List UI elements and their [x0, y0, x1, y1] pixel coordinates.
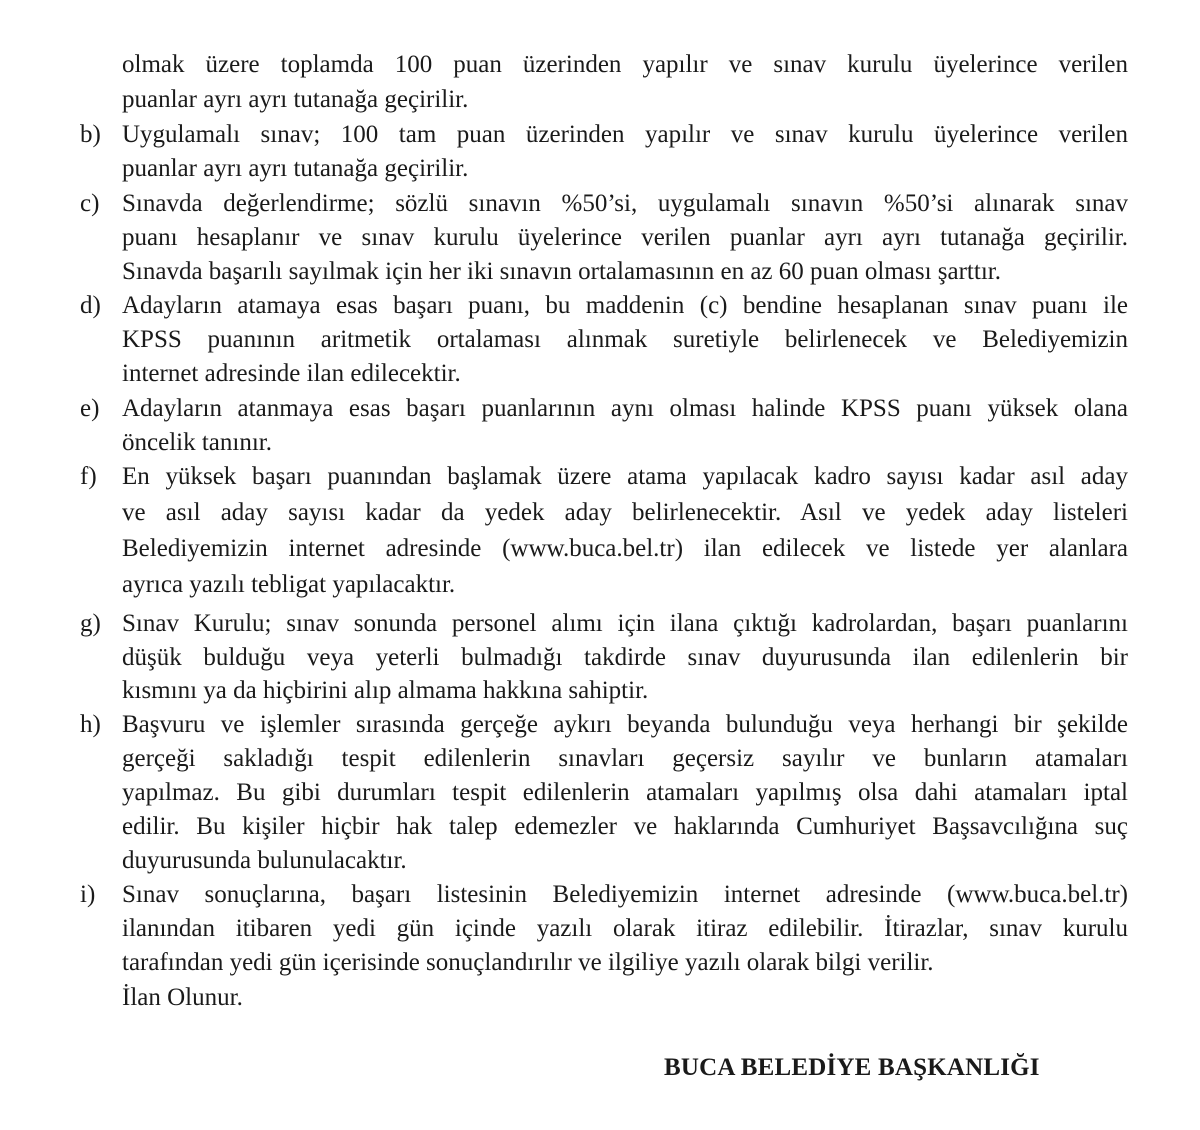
list-item-marker: c) [80, 190, 100, 217]
text-line: düşük bulduğu veya yeterli bulmadığı takdirde sınav duyurusunda ilan edilenlerin bir [122, 644, 1128, 671]
signature-authority: BUCA BELEDİYE BAŞKANLIĞI [664, 1054, 1040, 1081]
text-line: ayrıca yazılı tebligat yapılacaktır. [122, 571, 456, 598]
text-line: kısmını ya da hiçbirini alıp almama hakkına sahiptir. [122, 677, 649, 704]
text-line: İlan Olunur. [122, 984, 243, 1011]
text-line: yapılmaz. Bu gibi durumları tespit edilenlerin atamaları yapılmış olsa dahi atamaları iptal [122, 779, 1128, 806]
text-line: puanlar ayrı ayrı tutanağa geçirilir. [122, 86, 469, 113]
list-item-marker: g) [80, 610, 101, 637]
text-line: puanlar ayrı ayrı tutanağa geçirilir. [122, 155, 469, 182]
list-item-marker: e) [80, 395, 100, 422]
text-line: olmak üzere toplamda 100 puan üzerinden yapılır ve sınav kurulu üyelerince verilen [122, 51, 1128, 78]
text-line: Başvuru ve işlemler sırasında gerçeğe aykırı beyanda bulunduğu veya herhangi bir şekilde [122, 711, 1128, 738]
text-line: gerçeği sakladığı tespit edilenlerin sınavları geçersiz sayılır ve bunların atamaları [122, 745, 1128, 772]
text-line: ve asıl aday sayısı kadar da yedek aday belirlenecektir. Asıl ve yedek aday listeleri [122, 499, 1128, 526]
text-line: edilir. Bu kişiler hiçbir hak talep edemezler ve haklarında Cumhuriyet Başsavcılığına suç [122, 813, 1128, 840]
text-line: KPSS puanının aritmetik ortalaması alınmak suretiyle belirlenecek ve Belediyemizin [122, 326, 1128, 353]
text-line: Sınav Kurulu; sınav sonunda personel alımı için ilana çıktığı kadrolardan, başarı puanlarını [122, 610, 1128, 637]
text-line: Uygulamalı sınav; 100 tam puan üzerinden yapılır ve sınav kurulu üyelerince verilen [122, 121, 1128, 148]
text-line: Adayların atamaya esas başarı puanı, bu maddenin (c) bendine hesaplanan sınav puanı ile [122, 292, 1128, 319]
list-item-marker: i) [80, 881, 96, 908]
text-line: Sınavda değerlendirme; sözlü sınavın %50’si, uygulamalı sınavın %50’si alınarak sınav [122, 190, 1128, 217]
text-line: öncelik tanınır. [122, 429, 272, 456]
text-line: internet adresinde ilan edilecektir. [122, 360, 461, 387]
text-line: Sınavda başarılı sayılmak için her iki sınavın ortalamasının en az 60 puan olması şarttır. [122, 258, 1001, 285]
text-line: tarafından yedi gün içerisinde sonuçlandırılır ve ilgiliye yazılı olarak bilgi verilir. [122, 949, 934, 976]
text-line: Belediyemizin internet adresinde (www.buca.bel.tr) ilan edilecek ve listede yer alanlara [122, 535, 1128, 562]
text-line: En yüksek başarı puanından başlamak üzere atama yapılacak kadro sayısı kadar asıl aday [122, 463, 1128, 490]
list-item-marker: h) [80, 711, 101, 738]
list-item-marker: b) [80, 121, 101, 148]
text-line: puanı hesaplanır ve sınav kurulu üyelerince verilen puanlar ayrı ayrı tutanağa geçirilir. [122, 224, 1128, 251]
text-line: ilanından itibaren yedi gün içinde yazılı olarak itiraz edilebilir. İtirazlar, sınav kurulu [122, 915, 1128, 942]
text-line: duyurusunda bulunulacaktır. [122, 847, 407, 874]
text-line: Sınav sonuçlarına, başarı listesinin Belediyemizin internet adresinde (www.buca.bel.tr) [122, 881, 1128, 908]
list-item-marker: f) [80, 463, 97, 490]
text-line: Adayların atanmaya esas başarı puanlarının aynı olması halinde KPSS puanı yüksek olana [122, 395, 1128, 422]
list-item-marker: d) [80, 292, 101, 319]
